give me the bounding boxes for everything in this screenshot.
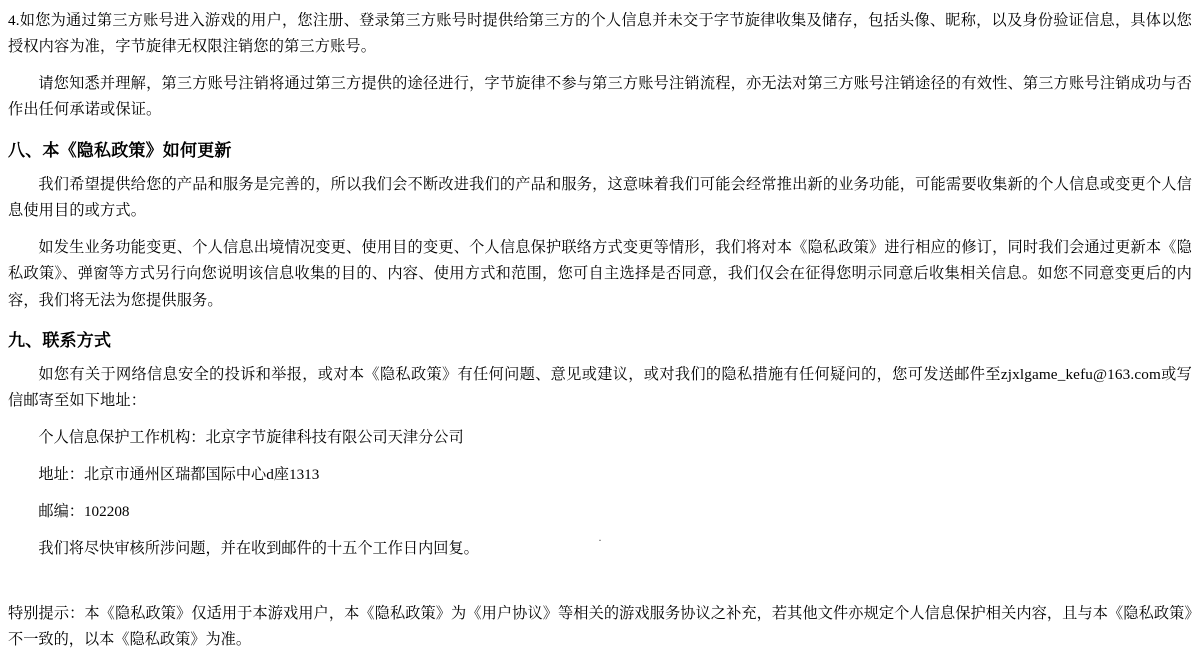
paragraph-third-party-cancellation: 请您知悉并理解，第三方账号注销将通过第三方提供的途径进行，字节旋律不参与第三方账号注销流程，亦无法对第三方账号注销途径的有效性、第三方账号注销成功与否作出任何承诺或保证。 xyxy=(8,75,1192,119)
section-divider-space xyxy=(8,575,1192,601)
section-heading-contact: 九、联系方式 xyxy=(8,330,112,350)
contact-address: 地址：北京市通州区瑞都国际中心d座1313 xyxy=(38,465,320,483)
section-heading-policy-update: 八、本《隐私政策》如何更新 xyxy=(8,140,232,160)
paragraph-policy-update-intro: 我们希望提供给您的产品和服务是完善的，所以我们会不断改进我们的产品和服务，这意味着我们可能会经常推出新的业务功能，可能需要收集新的个人信息或变更个人信息使用目的或方式。 xyxy=(8,176,1192,220)
contact-organization: 个人信息保护工作机构：北京字节旋律科技有限公司天津分公司 xyxy=(38,428,464,446)
contact-postcode: 邮编：102208 xyxy=(38,503,130,521)
paragraph-policy-update-revision: 如发生业务功能变更、个人信息出境情况变更、使用目的变更、个人信息保护联络方式变更等情形，我们将对本《隐私政策》进行相应的修订，同时我们会通过更新本《隐私政策》、弹窗等方式另行向您说明该信息收集的目的、内容、使用方式和范围，您可自主选择是否同意，我们仅会在征得您明示同意后收集相关信息。如您不同意变更后的内容，我们将无法为您提供服务。 xyxy=(8,239,1192,309)
page-footer-marker: . xyxy=(598,530,602,544)
paragraph-third-party-account: 4.如您为通过第三方账号进入游戏的用户，您注册、登录第三方账号时提供给第三方的个人信息并未交于字节旋律收集及储存，包括头像、昵称，以及身份验证信息，具体以您授权内容为准，字节旋律无权限注销您的第三方账号。 xyxy=(8,12,1192,56)
contact-reply-time: 我们将尽快审核所涉问题，并在收到邮件的十五个工作日内回复。 xyxy=(38,540,479,558)
special-note: 特别提示：本《隐私政策》仅适用于本游戏用户，本《隐私政策》为《用户协议》等相关的游戏服务协议之补充，若其他文件亦规定个人信息保护相关内容，且与本《隐私政策》不一致的，以本《隐私政策》为准。 xyxy=(8,604,1192,648)
paragraph-contact-intro: 如您有关于网络信息安全的投诉和举报，或对本《隐私政策》有任何问题、意见或建议，或对我们的隐私措施有任何疑问的，您可发送邮件至zjxlgame_kefu@163.com或写信邮寄至如下地址： xyxy=(8,366,1192,410)
